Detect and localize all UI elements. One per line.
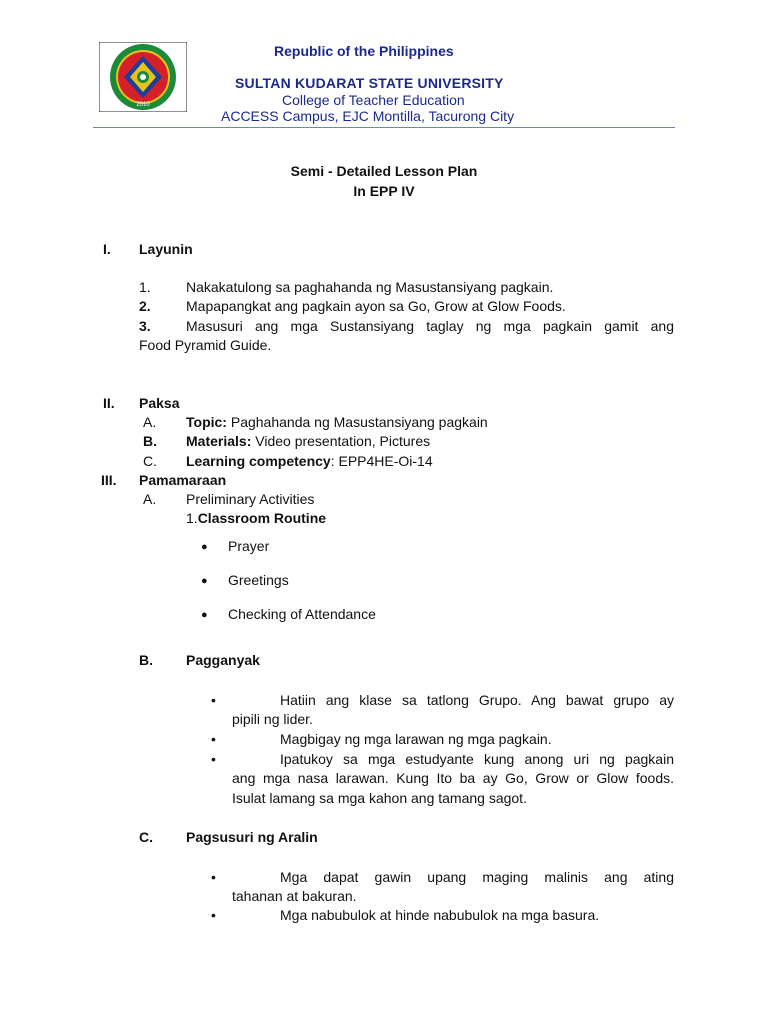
routine-item-greetings: Greetings [228,572,289,588]
small-bullet-icon: • [211,731,216,747]
paksa-topic-value: Paghahanda ng Masustansiyang pagkain [226,414,488,430]
pagsusuri-item-2: Mga nabubulok at hinde nabubulok na mga basura. [280,907,600,923]
pamamaraan-b-letter: B. [139,652,153,668]
small-bullet-icon: • [211,692,216,708]
republic-line: Republic of the Philippines [274,43,454,59]
pamamaraan-a-letter: A. [143,491,157,507]
objective-2-text: Mapapangkat ang pagkain ayon sa Go, Grow at Glow Foods. [186,298,566,314]
routine-item-attendance: Checking of Attendance [228,606,376,622]
objective-1-text: Nakakatulong sa paghahanda ng Masustansiyang pagkain. [186,279,554,295]
section-1-numeral: I. [103,241,111,257]
pagganyak-item-3-line3: Isulat lamang sa mga kahon ang tamang sagot. [232,790,527,806]
section-3-numeral: III. [101,472,117,488]
pagganyak-item-3-line1: Ipatukoy sa mga estudyante kung anong uri ng pagkain [280,751,674,767]
university-logo [99,42,187,112]
section-1-heading: Layunin [139,241,193,257]
section-2-heading: Paksa [139,395,180,411]
objective-3-continuation: Food Pyramid Guide. [139,337,272,353]
paksa-topic [186,413,488,432]
pamamaraan-c-letter: C. [139,829,153,845]
round-bullet-icon: ● [201,541,208,553]
paksa-competency-label: Learning competency [186,453,331,469]
paksa-materials-label: Materials: [186,433,252,449]
paksa-competency-value: : EPP4HE-Oi-14 [330,453,433,469]
pagsusuri-heading: Pagsusuri ng Aralin [186,829,318,845]
svg-text:2010: 2010 [136,102,150,108]
pagganyak-heading: Pagganyak [186,652,260,668]
section-2-numeral: II. [103,395,115,411]
small-bullet-icon: • [211,751,216,767]
doc-title: Semi - Detailed Lesson Plan [290,163,478,179]
objective-3-text: Masusuri ang mga Sustansiyang taglay ng mga pagkain gamit ang [186,318,674,334]
paksa-c-letter: C. [143,453,157,469]
paksa-materials-value: Video presentation, Pictures [251,433,431,449]
section-3-heading: Pamamaraan [139,472,227,488]
round-bullet-icon: ● [201,575,208,587]
paksa-competency [186,452,433,471]
university-name: SULTAN KUDARAT STATE UNIVERSITY [235,75,504,91]
paksa-b-letter: B. [143,433,157,449]
paksa-materials [186,432,430,451]
pagganyak-item-1-line2: pipili ng lider. [232,711,313,727]
objective-1-number: 1. [139,279,151,295]
objective-2-number: 2. [139,298,151,314]
paksa-topic-label: Topic: [186,414,227,430]
small-bullet-icon: • [211,907,216,923]
paksa-a-letter: A. [143,414,157,430]
campus-address: ACCESS Campus, EJC Montilla, Tacurong City [221,108,515,124]
classroom-routine [186,509,326,528]
routine-number: 1. [186,510,198,526]
pagganyak-item-3-line2: ang mga nasa larawan. Kung Ito ba ay Go, Grow or Glow foods. [232,770,674,786]
routine-title: Classroom Routine [197,510,327,526]
preliminary-activities: Preliminary Activities [186,491,315,507]
objective-3-number: 3. [139,318,151,334]
pagganyak-item-1-line1: Hatiin ang klase sa tatlong Grupo. Ang bawat grupo ay [280,692,674,708]
pagsusuri-item-1-line1: Mga dapat gawin upang maging malinis ang ating [280,869,674,885]
round-bullet-icon: ● [201,609,208,621]
doc-subtitle: In EPP IV [353,183,415,199]
pagganyak-item-2: Magbigay ng mga larawan ng mga pagkain. [280,731,552,747]
routine-item-prayer: Prayer [228,538,270,554]
header-divider [93,127,675,128]
small-bullet-icon: • [211,869,216,885]
college-name: College of Teacher Education [282,92,465,108]
pagsusuri-item-1-line2: tahanan at bakuran. [232,888,357,904]
